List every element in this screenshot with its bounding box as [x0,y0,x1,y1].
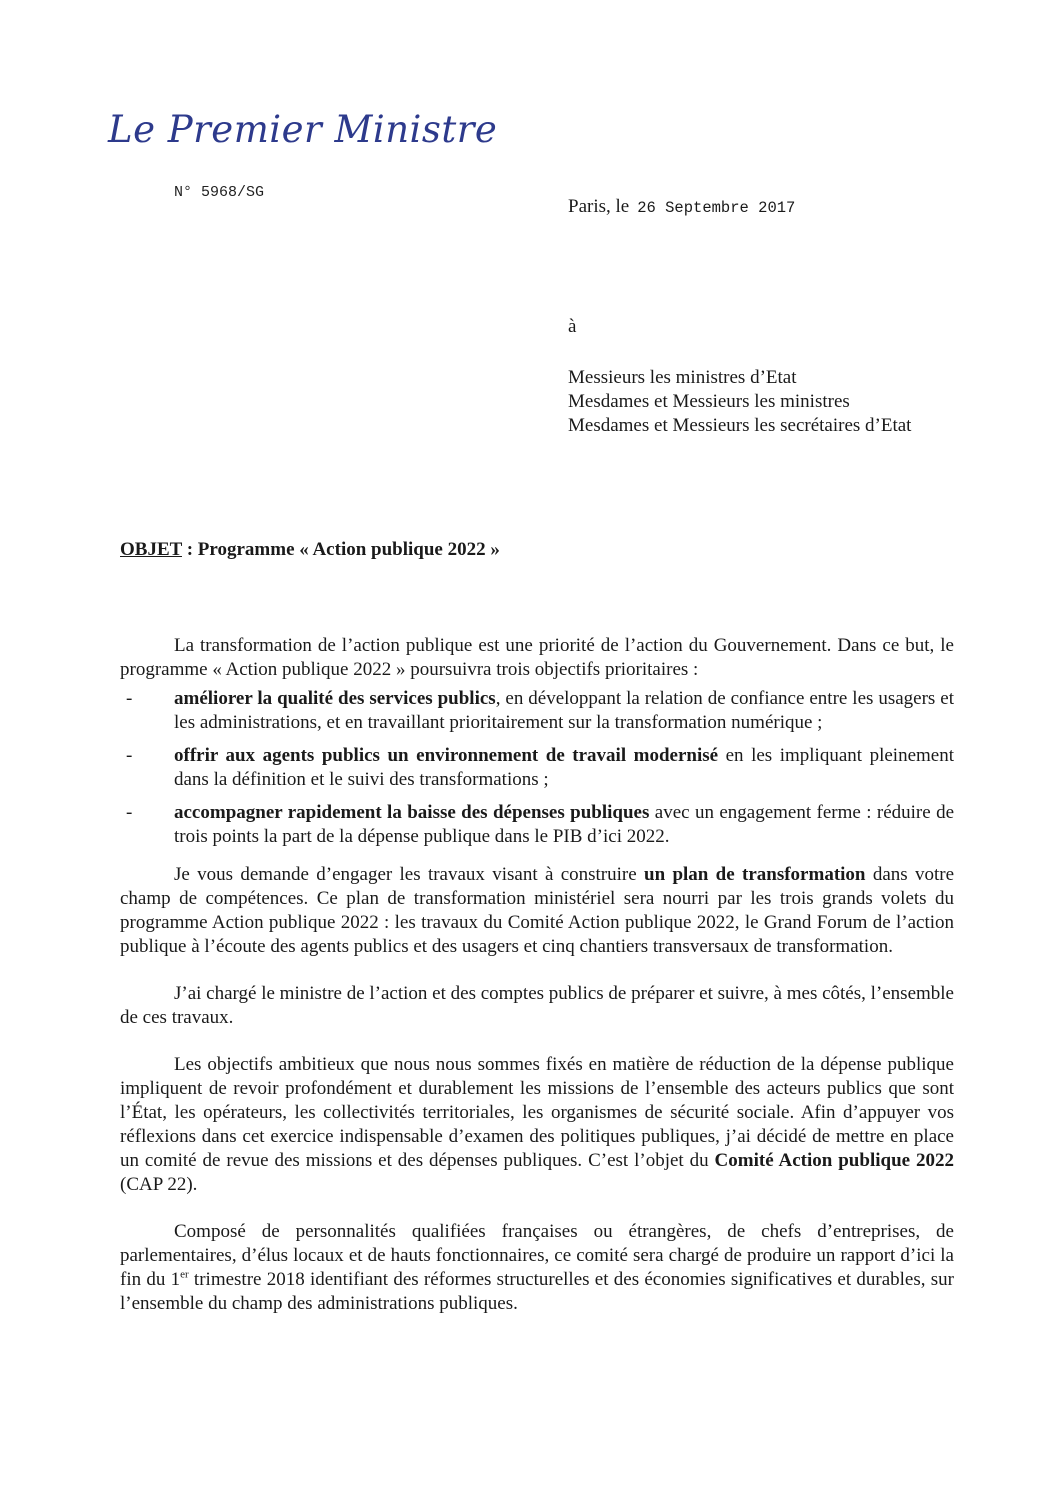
subject-separator: : [181,539,198,560]
list-item [120,801,954,849]
paragraph-bold: Comité Action publique 2022 [714,1150,954,1171]
list-item [120,687,954,735]
reference-number: N° 5968/SG [174,184,265,201]
paragraph-committee [120,1053,954,1197]
dash-bullet: - [126,802,133,823]
objective-text: en les impliquant pleinement dans la définition et le suivi des transformations ; [174,745,954,790]
recipients-block [568,366,911,438]
recipient-line: Messieurs les ministres d’Etat [568,367,797,388]
ordinal-superscript: er [180,1268,189,1281]
date-line [568,196,795,218]
intro-paragraph: La transformation de l’action publique est une priorité de l’action du Gouvernement. Dans ce but, le programme « Action publique 2022 » poursuivra trois objectifs prioritaires : [120,635,954,680]
objective-bold: améliorer la qualité des services publics [174,688,496,709]
subject-line [120,539,500,561]
objective-text: , en développant la relation de confiance entre les usagers et les administrations, et en travaillant prioritairement sur la transformation numérique ; [174,688,954,733]
paragraph-minister-charge: J’ai chargé le ministre de l’action et des comptes publics de préparer et suivre, à mes côtés, l’ensemble de ces travaux. [120,983,954,1028]
objective-text: avec un engagement ferme : réduire de trois points la part de la dépense publique dans le PIB d’ici 2022. [174,802,955,847]
paragraph-text: Composé de personnalités qualifiées françaises ou étrangères, de chefs d’entreprises, de parlementaires, d’élus locaux et de hauts fonctionnaires, ce comité sera chargé de produire un rapport d’ici la fin du 1 [120,1221,954,1290]
objective-bold: accompagner rapidement la baisse des dépenses publiques [174,802,650,823]
date-value: 26 Septembre 2017 [637,199,796,217]
dash-bullet: - [126,688,133,709]
recipient-line: Mesdames et Messieurs les ministres [568,391,850,412]
letterhead-signature: Le Premier Ministre [108,108,498,151]
paragraph-text: (CAP 22). [120,1174,198,1195]
subject-label: OBJET [120,539,182,560]
letter-body [120,634,954,1339]
objective-bold: offrir aux agents publics un environnement de travail modernisé [174,745,719,766]
objectives-list [120,687,954,849]
paragraph-text: trimestre 2018 identifiant des réformes structurelles et des économies significatives et durables, sur l’ensemble du champ des administrations publiques. [120,1269,954,1314]
paragraph-text: Je vous demande d’engager les travaux visant à construire [174,864,644,885]
paragraph-text: Les objectifs ambitieux que nous nous sommes fixés en matière de réduction de la dépense publique impliquent de revoir profondément et durablement les missions de l’ensemble des acteurs publics que sont l’État, les opérateurs, les collectivités territoriales, les organismes de sécurité sociale. Afin d’appuyer vos réflexions dans cet exercice indispensable d’examen des politiques publiques, j’ai décidé de mettre en place un comité de revue des missions et des dépenses publiques. C’est l’objet du [120,1054,954,1171]
paragraph-bold: un plan de transformation [644,864,866,885]
paragraph-composition [120,1220,954,1316]
paragraph-text: dans votre champ de compétences. Ce plan de transformation ministériel sera nourri par les trois grands volets du programme Action publique 2022 : les travaux du Comité Action publique 2022, le Grand Forum de l’action publique à l’écoute des agents publics et des usagers et cinq chantiers transversaux de transformation. [120,864,955,957]
recipient-line: Mesdames et Messieurs les secrétaires d’Etat [568,415,912,436]
paragraph-transformation-plan [120,863,954,959]
date-prefix: Paris, le [568,196,630,217]
dash-bullet: - [126,745,133,766]
subject-text: Programme « Action publique 2022 » [197,539,500,560]
list-item [120,744,954,792]
addressee-prefix: à [568,316,577,337]
